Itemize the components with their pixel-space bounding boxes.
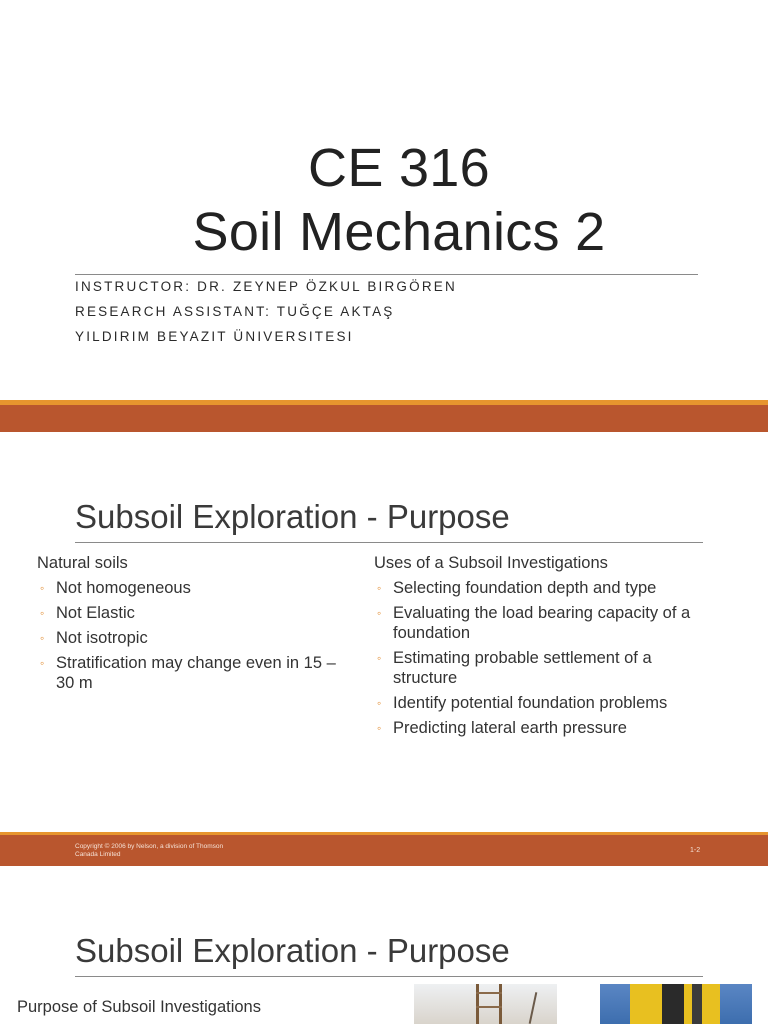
footer-page-number: 1-2 bbox=[690, 847, 701, 854]
bullet-item bbox=[375, 718, 715, 738]
mast-rung bbox=[476, 1006, 502, 1008]
bullet-item bbox=[38, 578, 338, 598]
bullet-icon: ◦ bbox=[40, 631, 45, 645]
bullet-item bbox=[375, 693, 715, 713]
slide-separator-band bbox=[0, 400, 768, 432]
bullet-text: Stratification may change even in 15 – 30 m bbox=[56, 654, 336, 692]
slide-footer-band bbox=[0, 832, 768, 866]
auger-rig-photo bbox=[600, 984, 752, 1024]
title-slide bbox=[0, 0, 768, 400]
content-slide bbox=[0, 432, 768, 832]
bullet-icon: ◦ bbox=[377, 721, 382, 735]
bullet-text: Not Elastic bbox=[56, 604, 135, 622]
bullet-icon: ◦ bbox=[40, 606, 45, 620]
separator-stripe bbox=[0, 400, 768, 405]
assistant-line: RESEARCH ASSISTANT: TUĞÇE AKTAŞ bbox=[75, 304, 395, 319]
footer-copyright: Copyright © 2006 by Nelson, a division of Thomson Canada Limited bbox=[75, 843, 224, 858]
purpose-heading: Purpose of Subsoil Investigations bbox=[17, 998, 261, 1016]
bullet-item bbox=[38, 603, 338, 623]
right-column-heading: Uses of a Subsoil Investigations bbox=[374, 554, 608, 572]
bullet-item bbox=[375, 648, 715, 688]
bullet-text: Estimating probable settlement of a structure bbox=[393, 649, 652, 687]
bullet-item bbox=[38, 653, 338, 693]
rig-pipe bbox=[662, 984, 684, 1024]
left-bullet-list bbox=[38, 578, 338, 698]
bullet-text: Predicting lateral earth pressure bbox=[393, 719, 627, 737]
bullet-item bbox=[375, 578, 715, 598]
slide-title-divider-2 bbox=[75, 976, 703, 977]
slide-title: Subsoil Exploration - Purpose bbox=[75, 498, 510, 535]
bullet-item bbox=[38, 628, 338, 648]
instructor-line: INSTRUCTOR: DR. ZEYNEP ÖZKUL BIRGÖREN bbox=[75, 279, 457, 294]
bullet-text: Evaluating the load bearing capacity of a foundation bbox=[393, 604, 691, 642]
bullet-text: Selecting foundation depth and type bbox=[393, 579, 657, 597]
right-bullet-list bbox=[375, 578, 715, 743]
rig-rod bbox=[529, 992, 538, 1024]
slide-title-2: Subsoil Exploration - Purpose bbox=[75, 932, 510, 969]
bullet-icon: ◦ bbox=[377, 651, 382, 665]
bullet-icon: ◦ bbox=[40, 656, 45, 670]
rig-pipe bbox=[692, 984, 702, 1024]
bullet-text: Not homogeneous bbox=[56, 579, 191, 597]
drilling-rig-photo bbox=[414, 984, 557, 1024]
university-line: YILDIRIM BEYAZIT ÜNIVERSITESI bbox=[75, 329, 354, 344]
bullet-icon: ◦ bbox=[377, 581, 382, 595]
bullet-item bbox=[375, 603, 715, 643]
left-column-heading: Natural soils bbox=[37, 554, 128, 572]
slide-title-divider bbox=[75, 542, 703, 543]
title-divider bbox=[75, 274, 698, 275]
bullet-icon: ◦ bbox=[377, 606, 382, 620]
bullet-icon: ◦ bbox=[40, 581, 45, 595]
course-title: Soil Mechanics 2 bbox=[192, 202, 606, 262]
bullet-text: Not isotropic bbox=[56, 629, 148, 647]
course-code: CE 316 bbox=[308, 138, 490, 198]
rig-mast bbox=[476, 984, 502, 1024]
mast-rung bbox=[476, 992, 502, 994]
bullet-text: Identify potential foundation problems bbox=[393, 694, 668, 712]
footer-stripe bbox=[0, 832, 768, 835]
bullet-icon: ◦ bbox=[377, 696, 382, 710]
